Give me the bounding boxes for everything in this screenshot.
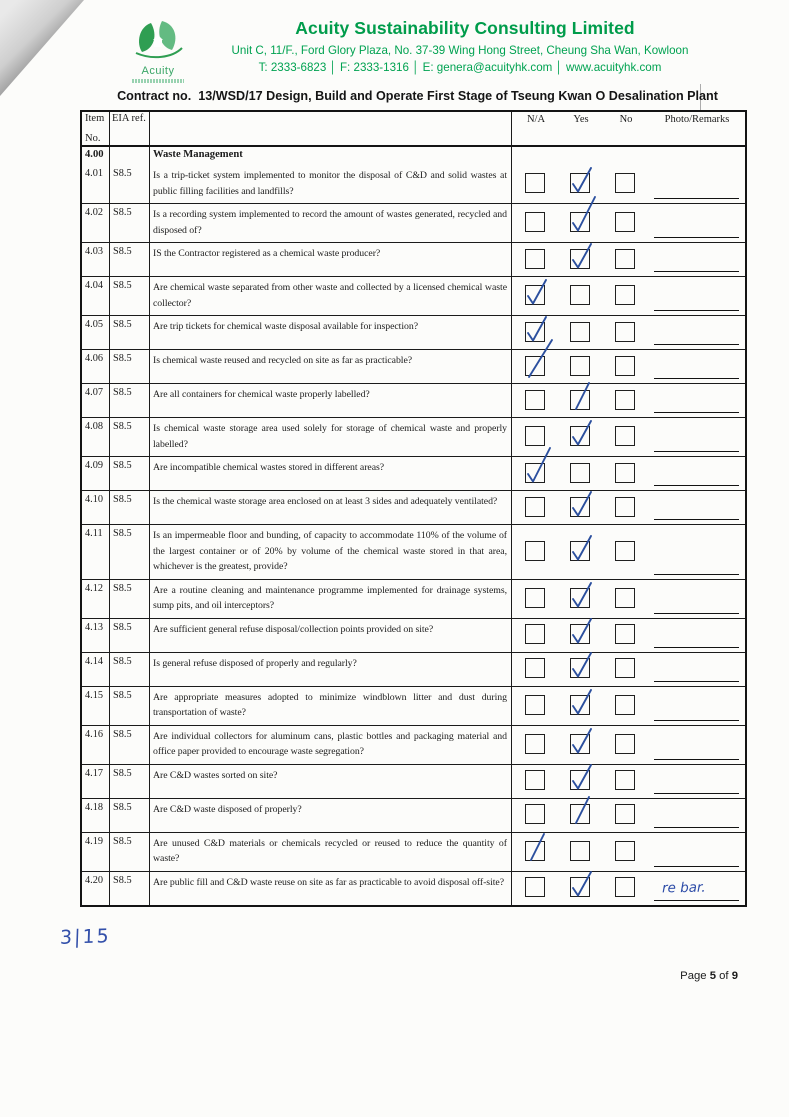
- checklist-row: [82, 383, 745, 417]
- question-text: Are sufficient general refuse disposal/collection points provided on site?: [150, 619, 512, 652]
- checklist-rows: [82, 165, 745, 905]
- checkbox-yes: [570, 390, 590, 410]
- question-text: Is the chemical waste storage area enclosed on at least 3 sides and adequately ventilated?: [150, 491, 512, 524]
- question-text: Is chemical waste reused and recycled on site as far as practicable?: [150, 350, 512, 383]
- checkbox-na: [525, 390, 545, 410]
- checkbox-na: [525, 588, 545, 608]
- remark-line: [654, 412, 739, 413]
- section-answers-cell: [512, 147, 745, 165]
- logo-wordmark: Acuity: [141, 65, 175, 77]
- answer-cell: [512, 580, 745, 618]
- company-contact: T: 2333-6823 │ F: 2333-1316 │ E: genera@acuityhk.com │ www.acuityhk.com: [258, 61, 662, 74]
- checkbox-no: [615, 463, 635, 483]
- section-title: Waste Management: [150, 147, 512, 165]
- answer-cell: [512, 872, 745, 905]
- answer-cell: [512, 653, 745, 686]
- item-no: 4.14: [82, 653, 110, 686]
- question-text: Are individual collectors for aluminum cans, plastic bottles and packaging material and office paper provided to encourage waste segregation?: [150, 726, 512, 764]
- eia-ref: S8.5: [110, 491, 150, 524]
- checkbox-yes: [570, 770, 590, 790]
- checkbox-no: [615, 497, 635, 517]
- checklist-row: [82, 652, 745, 686]
- item-no: 4.16: [82, 726, 110, 764]
- remark-line: [654, 827, 739, 828]
- answer-cell: [512, 765, 745, 798]
- answer-cell: [512, 243, 745, 276]
- checkbox-na: [525, 624, 545, 644]
- company-logo: [123, 20, 193, 83]
- section-eia: [110, 147, 150, 165]
- eia-ref: S8.5: [110, 799, 150, 832]
- header-no: No: [619, 114, 633, 125]
- eia-ref: S8.5: [110, 872, 150, 905]
- checkbox-yes: [570, 804, 590, 824]
- question-text: Are public fill and C&D waste reuse on site as far as practicable to avoid disposal off-site?: [150, 872, 512, 905]
- question-text: Is a trip-ticket system implemented to monitor the disposal of C&D and solid wastes at public filling facilities and landfills?: [150, 165, 512, 203]
- header-eia-ref: EIA ref.: [110, 112, 150, 145]
- eia-ref: S8.5: [110, 833, 150, 871]
- checkbox-yes: [570, 497, 590, 517]
- checklist-row: [82, 524, 745, 579]
- item-no: 4.20: [82, 872, 110, 905]
- remark-line: [654, 613, 739, 614]
- checklist-row: [82, 276, 745, 315]
- checkbox-na: [525, 658, 545, 678]
- question-text: Is chemical waste storage area used solely for storage of chemical waste and properly labelled?: [150, 418, 512, 456]
- checklist-row: [82, 798, 745, 832]
- header-na: N/A: [526, 114, 546, 125]
- checkbox-yes: [570, 285, 590, 305]
- checkbox-na: [525, 877, 545, 897]
- item-no: 4.09: [82, 457, 110, 490]
- contract-title: Contract no. 13/WSD/17 Design, Build and Operate First Stage of Tseung Kwan O Desalination Plant: [117, 89, 718, 103]
- item-no: 4.18: [82, 799, 110, 832]
- eia-ref: S8.5: [110, 687, 150, 725]
- checkbox-yes: [570, 841, 590, 861]
- checkbox-yes: [570, 322, 590, 342]
- checkbox-yes: [570, 877, 590, 897]
- table-header-row: [82, 112, 745, 147]
- remark-line: [654, 451, 739, 452]
- checkbox-na: [525, 285, 545, 305]
- checkbox-na: [525, 734, 545, 754]
- question-text: Is a recording system implemented to record the amount of wastes generated, recycled and disposed of?: [150, 204, 512, 242]
- checkbox-no: [615, 212, 635, 232]
- question-text: Is an impermeable floor and bunding, of capacity to accommodate 110% of the volume of the largest container or of 20% by volume of the chemical waste stored in that area, whichever is the greatest, provide?: [150, 525, 512, 579]
- answer-cell: [512, 799, 745, 832]
- answer-cell: [512, 457, 745, 490]
- checklist-row: [82, 871, 745, 905]
- remark-line: [654, 647, 739, 648]
- remark-line: [654, 237, 739, 238]
- eia-ref: S8.5: [110, 316, 150, 349]
- checklist-row: [82, 203, 745, 242]
- checklist-row: [82, 490, 745, 524]
- checklist-row: [82, 165, 745, 203]
- checkbox-na: [525, 770, 545, 790]
- question-text: Are chemical waste separated from other waste and collected by a licensed chemical waste collector?: [150, 277, 512, 315]
- remark-line: [654, 759, 739, 760]
- answer-cell: [512, 726, 745, 764]
- header-yes: Yes: [573, 114, 589, 125]
- remark-text: re bar.: [661, 879, 706, 896]
- answer-cell: [512, 165, 745, 203]
- company-name: Acuity Sustainability Consulting Limited: [295, 18, 635, 38]
- remark-line: [654, 485, 739, 486]
- checklist-row: [82, 417, 745, 456]
- checkbox-yes: [570, 588, 590, 608]
- item-no: 4.08: [82, 418, 110, 456]
- remark-line: [654, 310, 739, 311]
- question-text: Are all containers for chemical waste properly labelled?: [150, 384, 512, 417]
- eia-ref: S8.5: [110, 277, 150, 315]
- answer-cell: [512, 418, 745, 456]
- checkbox-na: [525, 804, 545, 824]
- checkbox-na: [525, 497, 545, 517]
- eia-ref: S8.5: [110, 457, 150, 490]
- checklist-row: [82, 456, 745, 490]
- checkbox-no: [615, 390, 635, 410]
- checkbox-no: [615, 285, 635, 305]
- remark-line: [654, 793, 739, 794]
- checkbox-na: [525, 841, 545, 861]
- question-text: IS the Contractor registered as a chemical waste producer?: [150, 243, 512, 276]
- eia-ref: S8.5: [110, 619, 150, 652]
- eia-ref: S8.5: [110, 765, 150, 798]
- company-address: Unit C, 11/F., Ford Glory Plaza, No. 37-39 Wing Hong Street, Cheung Sha Wan, Kowloon: [231, 44, 689, 57]
- remark-line: [654, 681, 739, 682]
- question-text: Are C&D wastes sorted on site?: [150, 765, 512, 798]
- eia-ref: S8.5: [110, 418, 150, 456]
- eia-ref: S8.5: [110, 165, 150, 203]
- checkbox-na: [525, 695, 545, 715]
- checkbox-no: [615, 770, 635, 790]
- checkbox-no: [615, 173, 635, 193]
- eia-ref: S8.5: [110, 525, 150, 579]
- checkbox-no: [615, 356, 635, 376]
- checkbox-yes: [570, 212, 590, 232]
- checklist-row: [82, 725, 745, 764]
- section-no: 4.00: [82, 147, 110, 165]
- remark-line: [654, 900, 739, 901]
- checkbox-na: [525, 541, 545, 561]
- checklist-table: [80, 110, 747, 907]
- checkbox-no: [615, 695, 635, 715]
- checklist-row: [82, 242, 745, 276]
- checkbox-no: [615, 249, 635, 269]
- item-no: 4.05: [82, 316, 110, 349]
- item-no: 4.02: [82, 204, 110, 242]
- logo-tagline-illegible: [132, 79, 184, 83]
- item-no: 4.12: [82, 580, 110, 618]
- checkbox-no: [615, 804, 635, 824]
- item-no: 4.01: [82, 165, 110, 203]
- header-item-no: Item No.: [82, 112, 110, 145]
- remark-line: [654, 866, 739, 867]
- answer-cell: [512, 204, 745, 242]
- checkbox-yes: [570, 173, 590, 193]
- checkbox-yes: [570, 541, 590, 561]
- checklist-row: [82, 686, 745, 725]
- checkbox-na: [525, 173, 545, 193]
- header-photo-remarks: Photo/Remarks: [664, 114, 730, 125]
- answer-cell: [512, 277, 745, 315]
- checklist-row: [82, 832, 745, 871]
- answer-cell: [512, 619, 745, 652]
- checklist-row: [82, 349, 745, 383]
- checkbox-yes: [570, 658, 590, 678]
- checkbox-yes: [570, 249, 590, 269]
- checkbox-no: [615, 877, 635, 897]
- header-question: [150, 112, 512, 145]
- checkbox-yes: [570, 695, 590, 715]
- item-no: 4.17: [82, 765, 110, 798]
- checkbox-no: [615, 734, 635, 754]
- answer-cell: [512, 525, 745, 579]
- item-no: 4.06: [82, 350, 110, 383]
- question-text: Are a routine cleaning and maintenance programme implemented for drainage systems, sump pits, and oil interceptors?: [150, 580, 512, 618]
- header-answers: [512, 112, 745, 145]
- checkbox-no: [615, 322, 635, 342]
- checkbox-yes: [570, 734, 590, 754]
- checkbox-yes: [570, 356, 590, 376]
- remark-line: [654, 519, 739, 520]
- answer-cell: [512, 316, 745, 349]
- checklist-row: [82, 315, 745, 349]
- checkbox-na: [525, 322, 545, 342]
- checkbox-no: [615, 658, 635, 678]
- checkbox-no: [615, 426, 635, 446]
- item-no: 4.15: [82, 687, 110, 725]
- question-text: Is general refuse disposed of properly and regularly?: [150, 653, 512, 686]
- item-no: 4.11: [82, 525, 110, 579]
- remark-line: [654, 378, 739, 379]
- checkbox-yes: [570, 463, 590, 483]
- eia-ref: S8.5: [110, 243, 150, 276]
- remark-line: [654, 344, 739, 345]
- checkbox-no: [615, 624, 635, 644]
- checkbox-yes: [570, 426, 590, 446]
- answer-cell: [512, 384, 745, 417]
- checklist-row: [82, 579, 745, 618]
- item-no: 4.04: [82, 277, 110, 315]
- remark-line: [654, 271, 739, 272]
- answer-cell: [512, 350, 745, 383]
- checklist-row: [82, 764, 745, 798]
- handwritten-note: 3|15: [59, 925, 112, 949]
- checkbox-no: [615, 541, 635, 561]
- checkbox-no: [615, 588, 635, 608]
- item-no: 4.10: [82, 491, 110, 524]
- checkbox-yes: [570, 624, 590, 644]
- page-number: Page 5 of 9: [680, 970, 738, 982]
- checkbox-na: [525, 426, 545, 446]
- item-no: 4.13: [82, 619, 110, 652]
- eia-ref: S8.5: [110, 726, 150, 764]
- answer-cell: [512, 687, 745, 725]
- checklist-row: [82, 618, 745, 652]
- eia-ref: S8.5: [110, 204, 150, 242]
- checkbox-na: [525, 463, 545, 483]
- scan-fold-artifact: [0, 0, 84, 96]
- checkbox-na: [525, 356, 545, 376]
- checkbox-na: [525, 212, 545, 232]
- eia-ref: S8.5: [110, 653, 150, 686]
- answer-cell: [512, 833, 745, 871]
- question-text: Are unused C&D materials or chemicals recycled or reused to reduce the quantity of waste?: [150, 833, 512, 871]
- eia-ref: S8.5: [110, 350, 150, 383]
- question-text: Are C&D waste disposed of properly?: [150, 799, 512, 832]
- remark-line: [654, 574, 739, 575]
- question-text: Are trip tickets for chemical waste disposal available for inspection?: [150, 316, 512, 349]
- item-no: 4.03: [82, 243, 110, 276]
- item-no: 4.19: [82, 833, 110, 871]
- remark-line: [654, 720, 739, 721]
- remark-line: [654, 198, 739, 199]
- checkbox-na: [525, 249, 545, 269]
- item-no: 4.07: [82, 384, 110, 417]
- question-text: Are incompatible chemical wastes stored in different areas?: [150, 457, 512, 490]
- answer-cell: [512, 491, 745, 524]
- section-row-waste-management: [82, 147, 745, 165]
- question-text: Are appropriate measures adopted to minimize windblown litter and dust during transportation of waste?: [150, 687, 512, 725]
- checkbox-no: [615, 841, 635, 861]
- eia-ref: S8.5: [110, 384, 150, 417]
- leaf-logo-icon: [127, 49, 189, 66]
- eia-ref: S8.5: [110, 580, 150, 618]
